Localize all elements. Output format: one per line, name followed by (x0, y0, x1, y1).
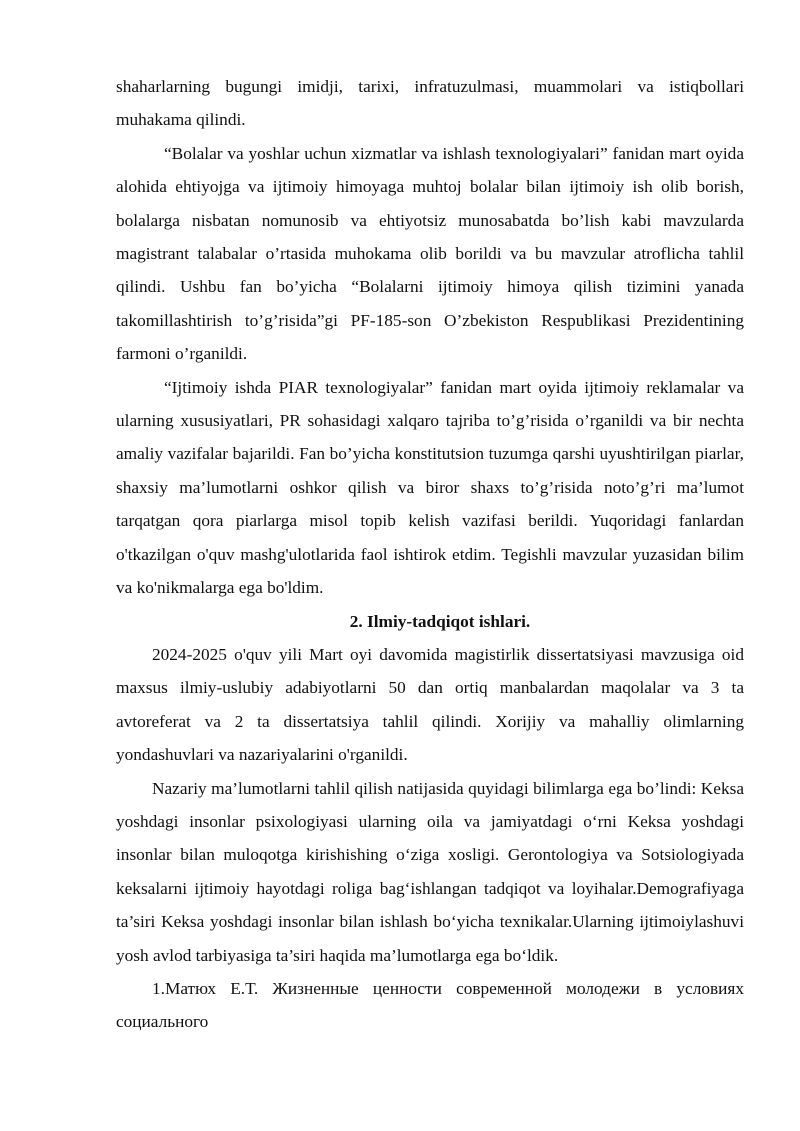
paragraph-city-discussion: shaharlarning bugungi imidji, tarixi, infratuzulmasi, muammolari va istiqbollari muhakama qilindi. (116, 77, 744, 130)
paragraph-dissertation-literature: 2024-2025 o'quv yili Mart oyi davomida magistirlik dissertatsiyasi mavzusiga oid maxsus ilmiy-uslubiy adabiyotlarni 50 dan ortiq manbalardan maqolalar va 3 ta avtoreferat va 2 ta dissertatsiya tahlil qilindi. Xorijiy va mahalliy olimlarning yondashuvlari va nazariyalarini o'rganildi. (116, 644, 744, 765)
section-heading-research: 2. Ilmiy-tadqiqot ishlari. (349, 611, 531, 631)
paragraph-pr-technologies: “Ijtimoiy ishda PIAR texnologiyalar” fanidan mart oyida ijtimoiy reklamalar va ularning xususiyatlari, PR sohasidagi xalqaro tajriba to’g’risida o’rganildi va bir nechta amaliy vazifalar bajarildi. Fan bo’yicha konstitutsion tuzumga qarshi uyushtirilgan piarlar, shaxsiy ma’lumotlarni oshkor qilish va biror shaxs to’g’risida noto’g’ri ma’lumot tarqatgan qora piarlarga misol topib kelish vazifasi berildi. Yuqoridagi fanlardan o'tkazilgan o'quv mashg'ulotlarida faol ishtirok etdim. Tegishli mavzular yuzasidan bilim va ko'nikmalarga ega bo'ldim. (116, 377, 744, 598)
paragraph-children-services: “Bolalar va yoshlar uchun xizmatlar va ishlash texnologiyalari” fanidan mart oyida alohida ehtiyojga va ijtimoiy himoyaga muhtoj bolalar bilan ijtimoiy ish olib borish, bolalarga nisbatan nomunosib va ehtiyotsiz munosabatda bo’lish kabi mavzularda magistrant talabalar o’rtasida muhokama olib borildi va bu mavzular atroflicha tahlil qilindi. Ushbu fan bo’yicha “Bolalarni ijtimoiy himoya qilish tizimini yanada takomillashtirish to’g’risida”gi PF-185-son O’zbekiston Respublikasi Prezidentining farmoni o’rganildi. (116, 143, 744, 364)
paragraph-reference-1: 1.Матюх Е.Т. Жизненные ценности современной молодежи в условиях социального (116, 978, 744, 1032)
paragraph-theoretical-knowledge: Nazariy ma’lumotlarni tahlil qilish natijasida quyidagi bilimlarga ega bo’lindi: Keksa yoshdagi insonlar psixologiyasi ularning oila va jamiyatdagi o‘rni Keksa yoshdagi insonlar bilan muloqotga kirishishing o‘ziga xosligi. Gerontologiya va Sotsiologiyada keksalarni ijtimoiy hayotdagi roliga bag‘ishlangan tadqiqot va loyihalar.Demografiyaga ta’siri Keksa yoshdagi insonlar bilan ishlash bo‘yicha texnikalar.Ularning ijtimoiylashuvi yosh avlod tarbiyasiga ta’siri haqida ma’lumotlarga ega bo‘ldik. (116, 778, 744, 965)
